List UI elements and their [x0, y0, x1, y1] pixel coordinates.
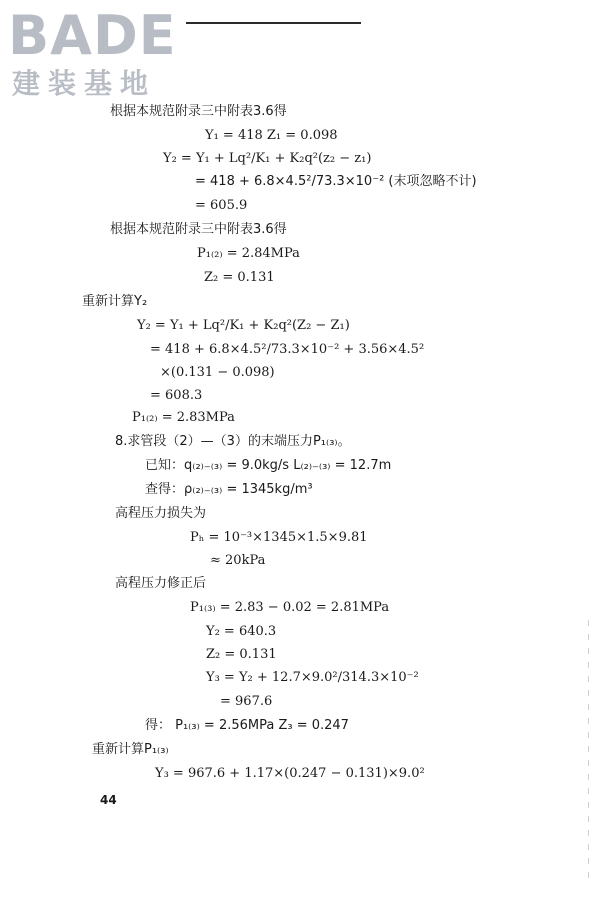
- text-line: 根据本规范附录三中附表3.6得: [110, 104, 287, 119]
- formula-line: = 967.6: [220, 694, 273, 709]
- formula-line: = 418 + 6.8×4.5²/73.3×10⁻² + 3.56×4.5²: [150, 342, 425, 357]
- section-heading: 8.求管段（2）—（3）的末端压力P₁₍₃₎。: [115, 434, 351, 449]
- text-line: 已知：q₍₂₎₋₍₃₎ = 9.0kg/s L₍₂₎₋₍₃₎ = 12.7m: [145, 458, 392, 473]
- watermark-logo: [8, 4, 368, 104]
- text-line: 查得：ρ₍₂₎₋₍₃₎ = 1345kg/m³: [145, 482, 313, 497]
- logo-subtitle: 建装基地: [12, 67, 157, 100]
- text-line: 高程压力损失为: [115, 506, 207, 521]
- section-heading: 重新计算Y₂: [82, 294, 148, 309]
- page-number: 44: [100, 793, 117, 807]
- formula-line: Y₂ = 640.3: [206, 624, 277, 639]
- scan-edge-mark: [588, 620, 589, 880]
- formula-line: P₁₍₂₎ = 2.84MPa: [197, 246, 300, 261]
- formula-line: = 608.3: [150, 388, 203, 403]
- formula-line: Z₂ = 0.131: [206, 647, 277, 662]
- logo-brand: BADE: [8, 4, 177, 67]
- formula-line: P₁₍₃₎ = 2.83 − 0.02 = 2.81MPa: [190, 600, 390, 615]
- formula-line: Z₂ = 0.131: [204, 270, 275, 285]
- text-line: 高程压力修正后: [115, 576, 207, 591]
- formula-line: P₁₍₂₎ = 2.83MPa: [132, 410, 235, 425]
- formula-line: Y₂ = Y₁ + Lq²/K₁ + K₂q²(Z₂ − Z₁): [137, 318, 350, 333]
- formula-line: = 605.9: [195, 198, 248, 213]
- formula-line: Y₂ = Y₁ + Lq²/K₁ + K₂q²(z₂ − z₁): [163, 151, 372, 166]
- formula-line: ×(0.131 − 0.098): [160, 365, 275, 380]
- formula-line: ≈ 20kPa: [210, 553, 266, 568]
- logo-rule: [186, 22, 361, 24]
- formula-line: Y₃ = 967.6 + 1.17×(0.247 − 0.131)×9.0²: [155, 766, 425, 781]
- formula-line: Pₕ = 10⁻³×1345×1.5×9.81: [190, 530, 368, 545]
- text-line: 根据本规范附录三中附表3.6得: [110, 222, 287, 237]
- formula-line: Y₃ = Y₂ + 12.7×9.0²/314.3×10⁻²: [206, 670, 419, 685]
- formula-line: = 418 + 6.8×4.5²/73.3×10⁻² (末项忽略不计): [195, 174, 477, 189]
- formula-line: Y₁ = 418 Z₁ = 0.098: [205, 128, 338, 143]
- section-heading: 重新计算P₁₍₃₎: [92, 742, 169, 757]
- formula-line: 得： P₁₍₃₎ = 2.56MPa Z₃ = 0.247: [145, 718, 349, 733]
